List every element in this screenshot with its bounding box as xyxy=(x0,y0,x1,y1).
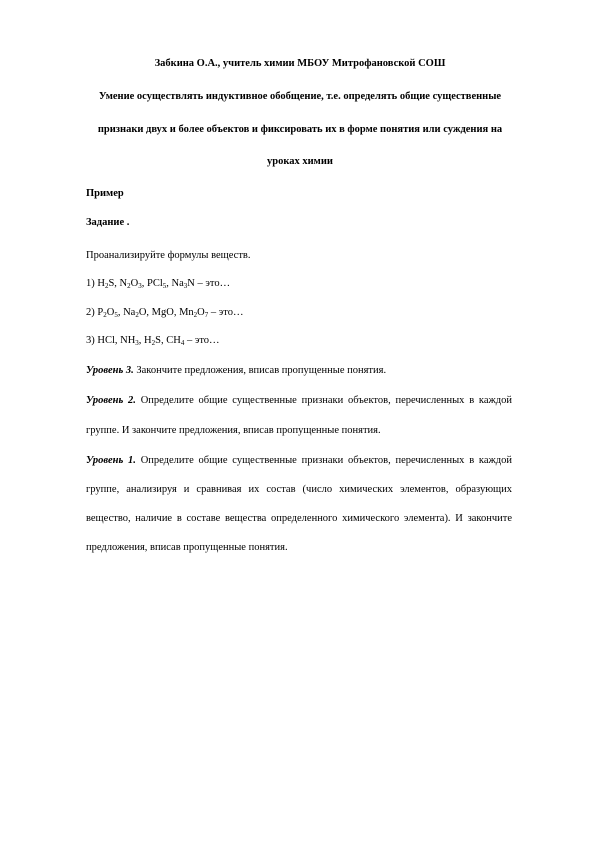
level-3-text: Закончите предложения, вписав пропущенные понятия. xyxy=(133,365,387,376)
level-2-label: Уровень 2. xyxy=(86,395,136,406)
formula-group-2: $P_2O_5$, $Na_2O$, MgO, $Mn_2O_7$ xyxy=(97,307,209,319)
formula-line-1 xyxy=(86,278,230,290)
level-1-line-2: группе, анализируя и сравнивая их состав (число химических элементов, образующих xyxy=(86,484,512,495)
formula-line-3 xyxy=(86,335,220,347)
level-3-label: Уровень 3. xyxy=(86,365,134,376)
formula-group-1: $H_2S$, $N_2O_3$, PCl$_5$, $Na_3N$ xyxy=(97,278,195,290)
formula-group-3: HCl, $NH_3$, $H_2S$, $CH_4$ xyxy=(97,335,185,347)
formula-line-1-number: 1) xyxy=(86,278,95,289)
task-label: Задание . xyxy=(86,217,130,228)
formula-line-3-number: 3) xyxy=(86,335,95,346)
example-label: Пример xyxy=(86,188,124,199)
formula-line-2-number: 2) xyxy=(86,307,95,318)
level-2-line-1 xyxy=(86,395,512,407)
title-line-1: Умение осуществлять индуктивное обобщение, т.е. определять общие существенные xyxy=(98,91,502,102)
title-line-3: уроках химии xyxy=(267,156,333,167)
level-3-line-1 xyxy=(86,365,386,377)
level-1-line-1 xyxy=(86,455,512,467)
formula-line-1-tail: – это… xyxy=(194,278,231,289)
level-1-line-4: предложения, вписав пропущенные понятия. xyxy=(86,542,288,553)
formula-line-2 xyxy=(86,307,243,319)
task-instruction: Проанализируйте формулы веществ. xyxy=(86,250,251,261)
author-line: Забкина О.А., учитель химии МБОУ Митрофановской СОШ xyxy=(154,58,446,69)
title-line-2: признаки двух и более объектов и фиксировать их в форме понятия или суждения на xyxy=(97,124,503,135)
formula-line-3-tail: – это… xyxy=(184,335,220,346)
level-2-text-1: Определите общие существенные признаки объектов, перечисленных в каждой xyxy=(135,395,512,406)
formula-line-2-tail: – это… xyxy=(208,307,244,318)
level-1-line-3: вещество, наличие в составе вещества определенного химического элемента). И закончите xyxy=(86,513,512,524)
level-1-text-1: Определите общие существенные признаки объектов, перечисленных в каждой xyxy=(135,455,512,466)
level-1-label: Уровень 1. xyxy=(86,455,136,466)
level-2-line-2: группе. И закончите предложения, вписав пропущенные понятия. xyxy=(86,425,381,436)
